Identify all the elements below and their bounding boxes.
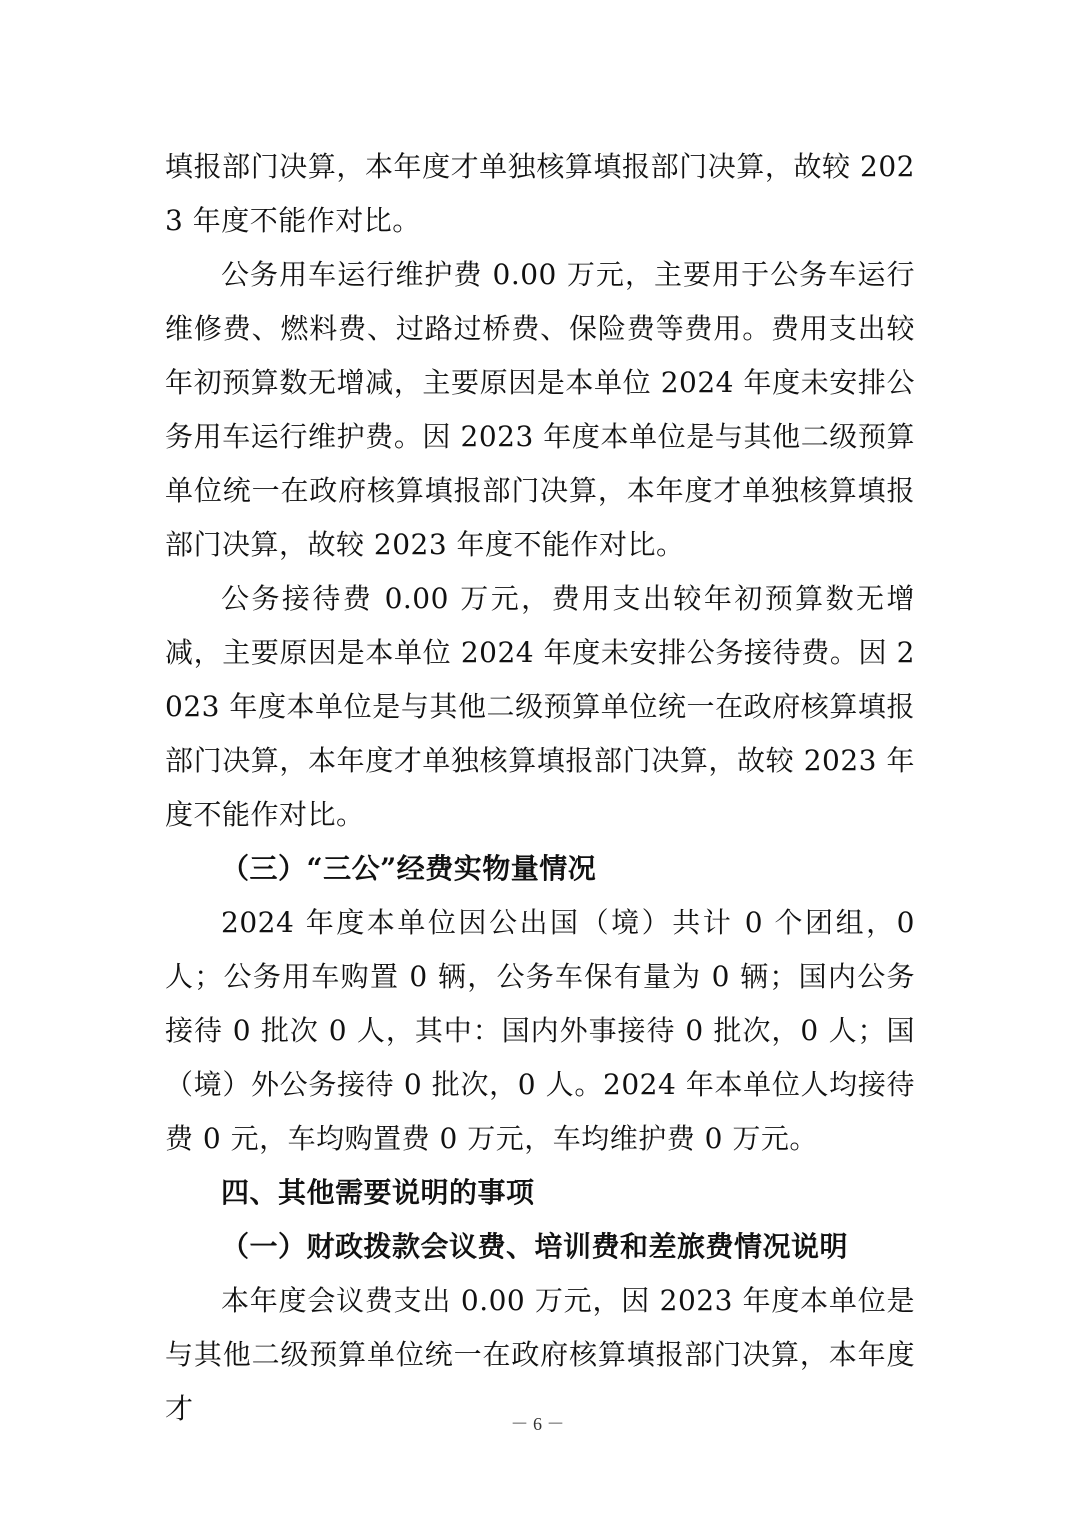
paragraph-physical-quantity: 2024 年度本单位因公出国（境）共计 0 个团组，0 人；公务用车购置 0 辆，公务车保有量为 0 辆；国内公务接待 0 批次 0 人，其中：国内外事接待 0 批次，0 人；国（境）外公务接待 0 批次，0 人。2024 年本单位人均接待费 0 元，车均购置费 0 万元，车均维护费 0 万元。	[165, 906, 915, 1155]
section-heading-four-one: （一）财政拨款会议费、培训费和差旅费情况说明	[221, 1230, 849, 1263]
section-heading-three: （三）“三公”经费实物量情况	[221, 852, 597, 885]
paragraph-vehicle-maintenance: 公务用车运行维护费 0.00 万元，主要用于公务车运行维修费、燃料费、过路过桥费、保险费等费用。费用支出较年初预算数无增减，主要原因是本单位 2024 年度未安排公务用车运行维护费。因 2023 年度本单位是与其他二级预算单位统一在政府核算填报部门决算，本年度才单独核算填报部门决算，故较 2023 年度不能作对比。	[165, 258, 915, 561]
section-heading-four: 四、其他需要说明的事项	[221, 1176, 535, 1209]
document-body	[165, 140, 915, 1436]
paragraph-reception-fee: 公务接待费 0.00 万元，费用支出较年初预算数无增减，主要原因是本单位 2024 年度未安排公务接待费。因 2023 年度本单位是与其他二级预算单位统一在政府核算填报部门决算，本年度才单独核算填报部门决算，故较 2023 年度不能作对比。	[165, 582, 915, 831]
paragraph-meeting-fee: 本年度会议费支出 0.00 万元，因 2023 年度本单位是与其他二级预算单位统一在政府核算填报部门决算，本年度才	[165, 1284, 915, 1425]
page-number: － 6 －	[510, 1414, 565, 1434]
paragraph-continuation: 填报部门决算，本年度才单独核算填报部门决算，故较 2023 年度不能作对比。	[165, 150, 915, 237]
